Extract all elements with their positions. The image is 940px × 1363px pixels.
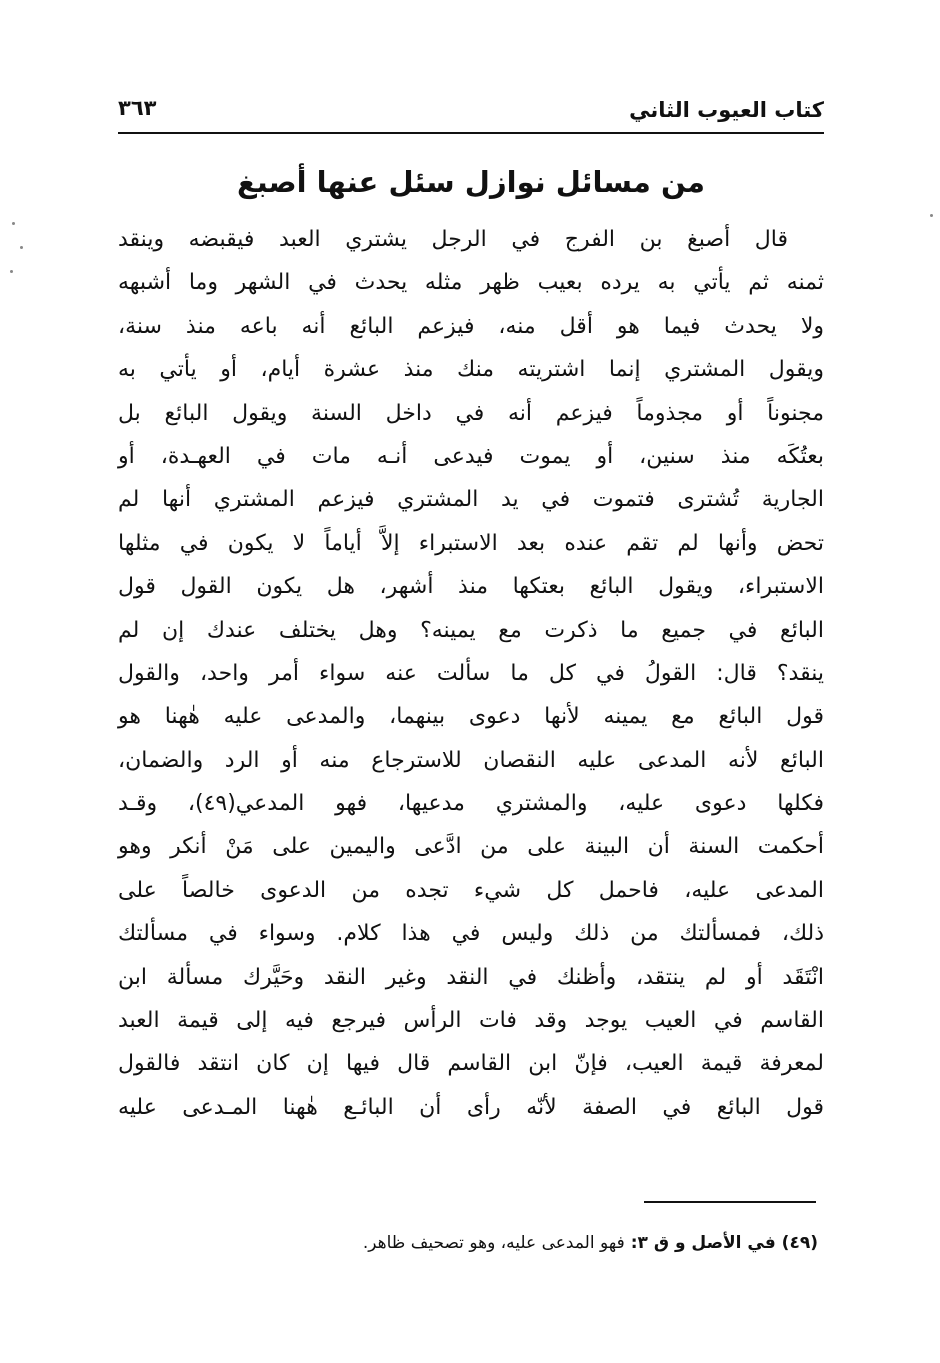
body-line: قول البائع في الصفة لأنّه رأى أن البائـع هٰهنا المـدعى عليه — [118, 1094, 824, 1120]
body-line: قول البائع مع يمينه لأنها دعوى بينهما، والمدعى عليه هٰهنا هو — [118, 704, 824, 730]
body-line: ويقول المشتري إنما اشتريته منك منذ عشرة أيام، أو يأتي به — [118, 357, 824, 383]
body-line: لمعرفة قيمة العيب، فإنّ ابن القاسم قال فيها إن كان انتقد فالقول — [118, 1051, 824, 1077]
scan-speck — [20, 246, 23, 249]
body-line: انْتَقَد أو لم ينتقد، وأظنك في النقد وغير النقد وحَيَّرك مسألة ابن — [118, 964, 824, 990]
body-line: ينقد؟ قال: القولُ في كل ما سألت عنه سواء أمر واحد، والقول — [118, 660, 824, 686]
body-line: ولا يحدث فيما هو أقل منه، فيزعم البائع أنه باعه منذ سنة، — [118, 313, 824, 339]
page-header — [118, 92, 824, 132]
section-heading: من مسائل نوازل سئل عنها أصبغ — [236, 165, 706, 199]
scan-speck — [10, 270, 13, 273]
footnote-text: فهو المدعى عليه، وهو تصحيف ظاهر. — [362, 1233, 625, 1253]
body-line: بعتُكَه منذ سنين، أو يموت فيدعى أنـه مات في العهـدة، أو — [118, 443, 824, 469]
header-rule — [118, 132, 824, 134]
body-text — [118, 218, 824, 1129]
body-line: ثمنه ثم يأتي به يرده بعيب ظهر مثله يحدث في الشهر وما أشبهه — [118, 270, 824, 296]
footnote-rule — [644, 1201, 816, 1203]
body-line: تحض وأنها لم تقم عنده بعد الاستبراء إلاَّ أياماً لا يكون في مثلها — [118, 530, 824, 556]
body-line: ذلك، فمسألتك من ذلك وليس في هذا كلام. وسواء في مسألتك — [118, 921, 824, 947]
body-line: أحكمت السنة أن البينة على من ادَّعى واليمين على مَنْ أنكر وهو — [118, 834, 824, 860]
scan-speck — [930, 214, 933, 217]
body-line: البائع في جميع ما ذكرت مع يمينه؟ وهل يختلف عندك إن لم — [118, 617, 824, 643]
footnote — [118, 1228, 818, 1258]
body-line: فكلها دعوى عليه، والمشتري مدعيها، فهو المدعي(٤٩)، وقـد — [118, 791, 824, 817]
footnote-mark: (٤٩) في الأصل و ق ٣: — [630, 1233, 818, 1253]
body-line: المدعى عليه، فاحمل كل شيء تجده من الدعوى خالصاً على — [118, 877, 824, 903]
body-line: البائع لأنه المدعى عليه النقصان للاسترجاع منه أو الرد والضمان، — [118, 747, 824, 773]
page-number: ٣٦٣ — [118, 96, 157, 120]
body-line: القاسم في العيب يوجد وقد فات الرأس فيرجع فيه إلى قيمة العبد — [118, 1008, 824, 1034]
scan-speck — [12, 222, 15, 225]
running-title: كتاب العيوب الثاني — [629, 98, 824, 122]
body-line: قال أصبغ بن الفرج في الرجل يشتري العبد فيقبضه وينقد — [118, 227, 788, 252]
body-line: الجارية تُشترى فتموت في يد المشتري فيزعم المشتري أنها لم — [118, 487, 824, 513]
body-line: مجنوناً أو مجذوماً فيزعم أنه في داخل السنة ويقول البائع بل — [118, 400, 824, 426]
body-line: الاستبراء، ويقول البائع بعتكها منذ أشهر، هل يكون القول قول — [118, 574, 824, 600]
